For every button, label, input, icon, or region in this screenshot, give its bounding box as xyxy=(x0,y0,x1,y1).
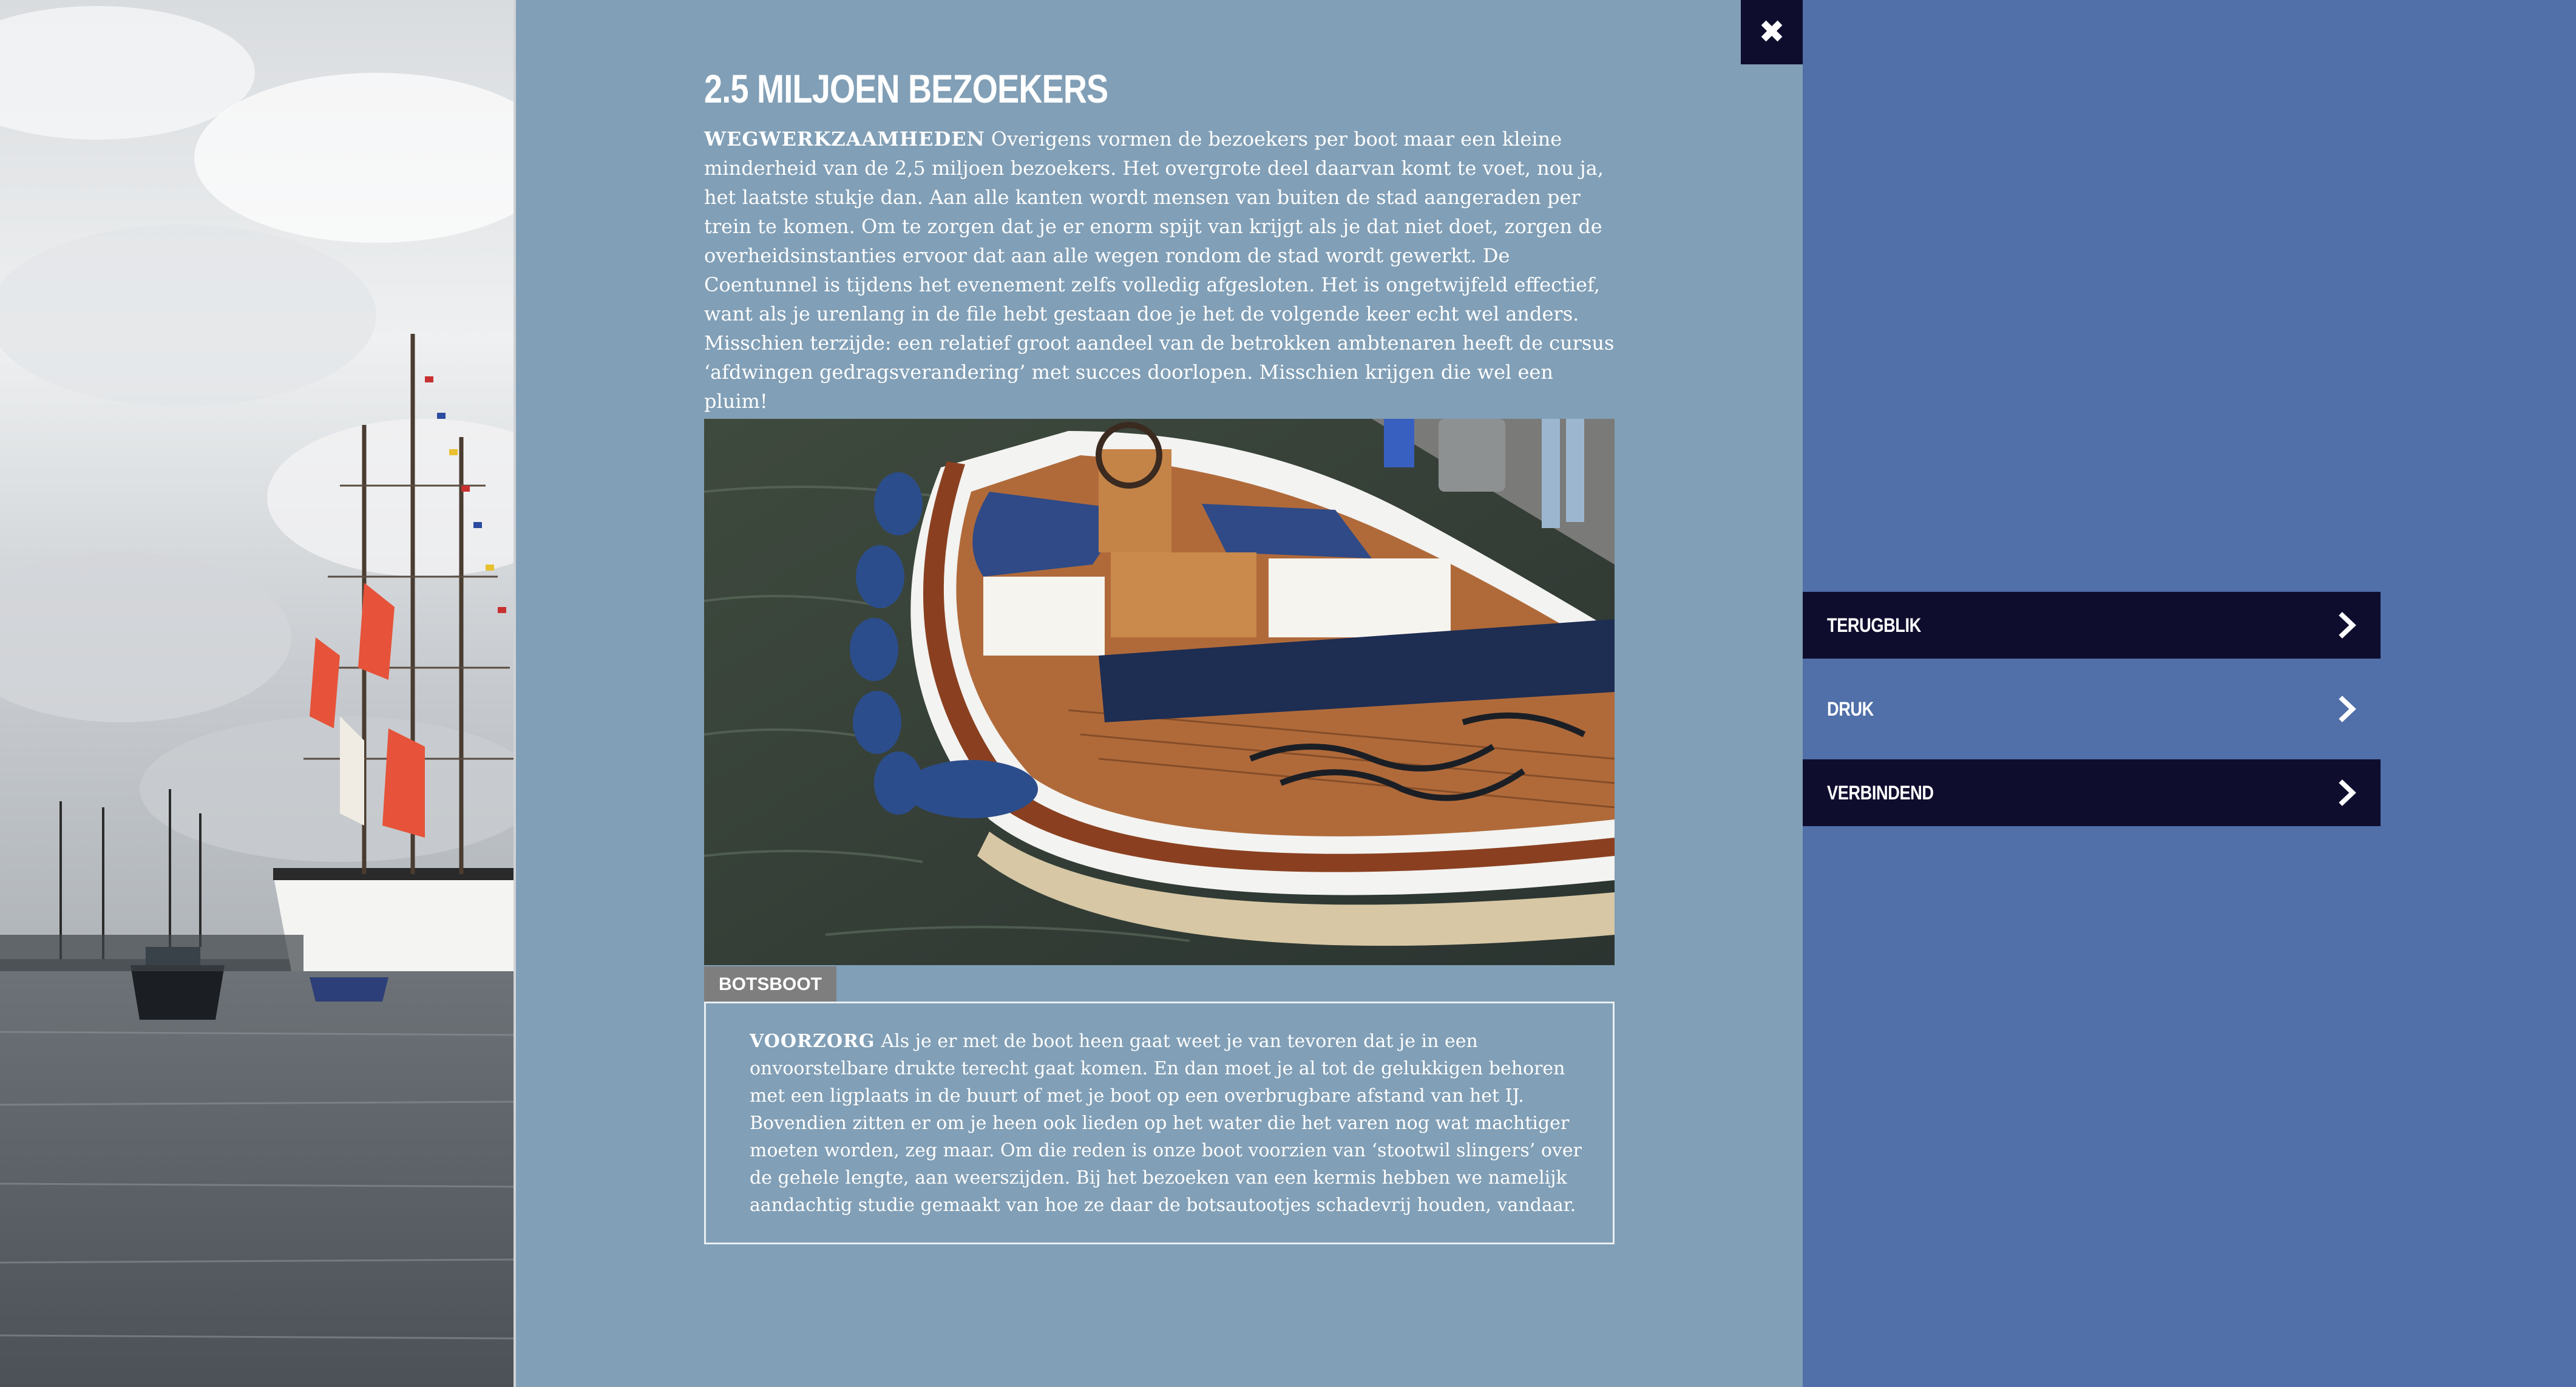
note-text: Als je er met de boot heen gaat weet je van tevoren dat je in een onvoorstelbare drukte terecht gaat komen. En dan moet je al tot de gelukkigen behoren met een ligplaats in de buurt of met je boot op een overbrugbare afstand van het IJ. Bovendien zitten er om je heen ook lieden op het water die het varen nog wat machtiger moeten worden, zeg maar. Om die reden is onze boot voorzien van ‘stootwil slingers’ over de gehele lengte, aan weerszijden. Bij het bezoeken van een kermis hebben we namelijk aandachtig studie gemaakt van hoe ze daar de botsautootjes schadevrij houden, vandaar. xyxy=(750,1031,1582,1216)
photo-caption xyxy=(704,966,836,1003)
article-title: 2.5 MILJOEN BEZOEKERS xyxy=(704,66,1108,111)
note-box xyxy=(704,1002,1615,1244)
left-panel-photo xyxy=(0,0,516,1387)
nav-item-label: VERBINDEND xyxy=(1827,781,1934,804)
chevron-right-icon xyxy=(2337,611,2356,639)
boat-image xyxy=(704,419,1615,965)
nav-item-label: TERUGBLIK xyxy=(1827,614,1921,636)
note-lead: VOORZORG xyxy=(750,1031,875,1052)
close-icon: ✖ xyxy=(1758,14,1785,50)
chevron-right-icon xyxy=(2337,695,2356,723)
nav-item-verbindend[interactable] xyxy=(1803,759,2381,826)
tall-ship-image xyxy=(0,0,516,1387)
chevron-right-icon xyxy=(2337,779,2356,807)
boat-photo xyxy=(704,419,1615,965)
article-body-lead: WEGWERKZAAMHEDEN xyxy=(704,127,985,151)
photo-caption-label: BOTSBOOT xyxy=(719,974,822,994)
nav-item-terugblik[interactable] xyxy=(1803,592,2381,659)
nav-item-druk[interactable] xyxy=(1803,676,2381,742)
close-button[interactable] xyxy=(1741,0,1803,64)
nav-item-label: DRUK xyxy=(1827,697,1874,720)
article-body-text: Overigens vormen de bezoekers per boot maar een kleine minderheid van de 2,5 miljoen bezoekers. Het overgrote deel daarvan komt te voet, nou ja, het laatste stukje dan. Aan alle kanten wordt mensen van buiten de stad aangeraden per trein te komen. Om te zorgen dat je er enorm spijt van krijgt als je dat niet doet, zorgen de overheidsinstanties ervoor dat aan alle wegen rondom de stad wordt gewerkt. De Coentunnel is tijdens het evenement zelfs volledig afgesloten. Het is ongetwijfeld effectief, want als je urenlang in de file hebt gestaan doe je het de volgende keer echt wel anders. Misschien terzijde: een relatief groot aandeel van de betrokken ambtenaren heeft de cursus ‘afdwingen gedragsverandering’ met succes doorlopen. Misschien krijgen die wel een pluim! xyxy=(704,127,1615,413)
side-navigation xyxy=(1803,592,2381,843)
article-body xyxy=(704,124,1615,416)
